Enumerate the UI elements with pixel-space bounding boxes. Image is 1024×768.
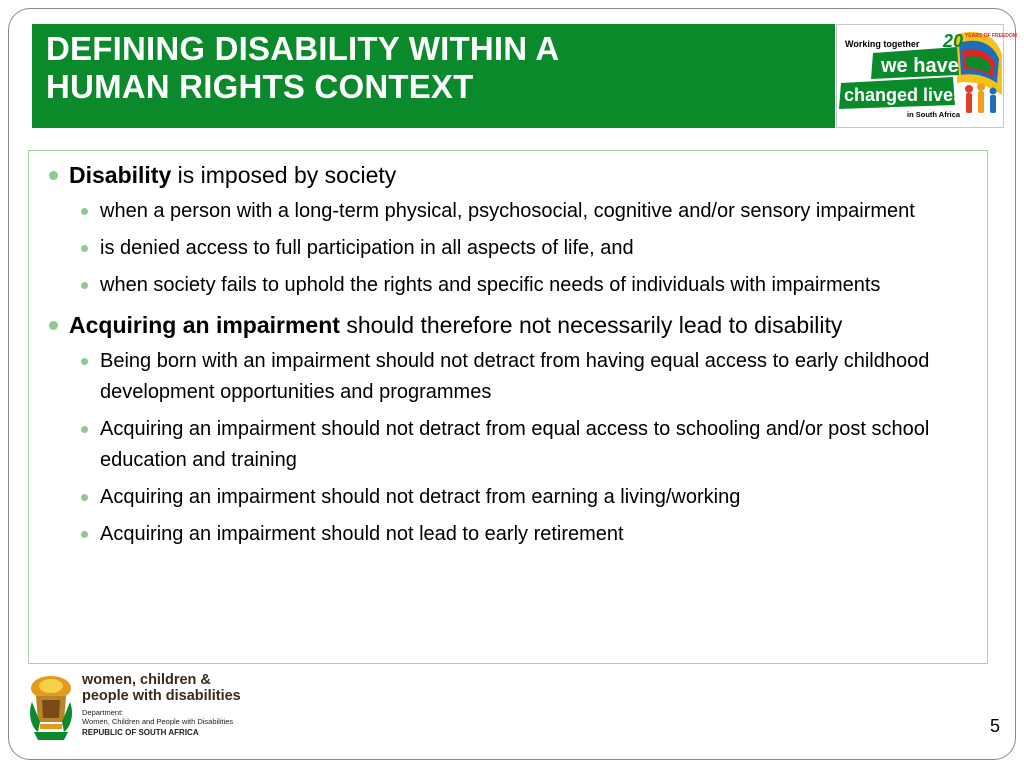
logo-years-of-freedom: YEARS OF FREEDOM bbox=[965, 33, 1017, 39]
footer-logo-country: REPUBLIC OF SOUTH AFRICA bbox=[82, 728, 199, 737]
sub-bullet-list bbox=[69, 346, 969, 550]
coat-of-arms-icon bbox=[26, 672, 76, 744]
logo-changed-lives: changed lives bbox=[844, 85, 964, 105]
content-box bbox=[28, 150, 988, 664]
bullet-dot-icon bbox=[81, 358, 88, 365]
sub-bullet: Acquiring an impairment should not detract from earning a living/working bbox=[69, 482, 969, 513]
department-logo bbox=[26, 670, 256, 746]
bullet-dot-icon bbox=[81, 426, 88, 433]
slide-title: DEFINING DISABILITY WITHIN A HUMAN RIGHTS CONTEXT bbox=[46, 30, 560, 105]
sub-bullet: Acquiring an impairment should not detract from equal access to schooling and/or post school education and training bbox=[69, 414, 969, 476]
bullet-dot-icon bbox=[81, 531, 88, 538]
footer-logo-title: women, children & people with disabilities bbox=[82, 672, 241, 704]
bullet-dot-icon bbox=[81, 494, 88, 501]
logo-we-have: we have bbox=[881, 55, 959, 77]
twenty-years-logo-graphic bbox=[837, 25, 1017, 129]
sub-bullet-list bbox=[69, 196, 969, 301]
sub-bullet: when a person with a long-term physical, psychosocial, cognitive and/or sensory impairment bbox=[69, 196, 969, 227]
bullet-list bbox=[49, 159, 969, 550]
logo-20: 20 bbox=[943, 31, 964, 51]
logo-in-south-africa: in South Africa bbox=[907, 110, 961, 119]
sub-bullet: Acquiring an impairment should not lead to early retirement bbox=[69, 519, 969, 550]
bullet-text: is imposed by society bbox=[171, 162, 397, 188]
bullet-dot-icon bbox=[81, 208, 88, 215]
sub-bullet: is denied access to full participation in all aspects of life, and bbox=[69, 233, 969, 264]
sub-bullet: when society fails to uphold the rights and specific needs of individuals with impairments bbox=[69, 270, 969, 301]
bullet-bold-text: Disability bbox=[69, 162, 172, 188]
bullet-dot-icon bbox=[49, 171, 58, 180]
bullet-disability bbox=[49, 159, 969, 301]
twenty-years-logo bbox=[836, 24, 1017, 128]
bullet-text: should therefore not necessarily lead to disability bbox=[339, 312, 843, 338]
sub-bullet: Being born with an impairment should not detract from having equal access to early childhood development opportunities and programmes bbox=[69, 346, 969, 408]
logo-working-together: Working together bbox=[845, 39, 920, 49]
bullet-dot-icon bbox=[81, 282, 88, 289]
footer-logo-department: Department: Women, Children and People with Disabilities bbox=[82, 708, 234, 726]
title-bar bbox=[32, 24, 835, 128]
bullet-dot-icon bbox=[81, 245, 88, 252]
bullet-acquiring-impairment bbox=[49, 309, 969, 550]
page-number: 5 bbox=[989, 716, 1000, 736]
bullet-dot-icon bbox=[49, 321, 58, 330]
bullet-bold-text: Acquiring an impairment bbox=[69, 312, 340, 338]
